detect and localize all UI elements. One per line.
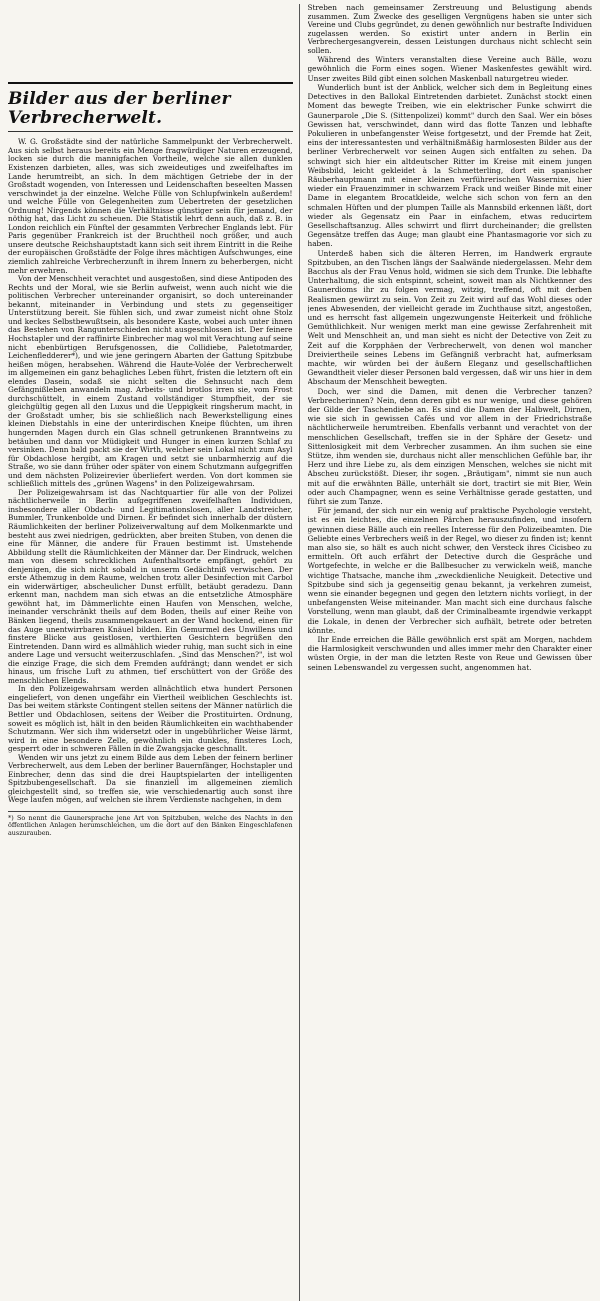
title-rule xyxy=(8,82,293,84)
paragraph: W. G. Großstädte sind der natürliche Sammelpunkt der Verbrecherwelt. Aus sich selbst heraus bereits ein Menge fragwürdiger Naturen erzeugend, locken sie durch die mannigfachen Vortheile, welche sie allen dunklen Existenzen darbieten, alles, was sich zweideutiges und zweifelhaftes im Lande herumtreibt, an sich. In dem mächtigen Getriebe der in der Großstadt wogenden, von Interessen und Leidenschaften beseelten Massen verschwindet ja der einzelne. Welche Fülle von Schlupfwinkeln außerdem! und welche Fülle von Gelegenheiten zum Uebertreten der gesetzlichen Ordnung! Nirgends können die Verhältnisse günstiger sein für jemand, der nöthig hat, das Licht zu scheuen. Die Statistik lehrt denn auch, daß z. B. in London reichlich ein Fünftel der gesammten Verbrecher Englands lebt. Für Paris gegenüber Frankreich ist der Bruchtheil noch größer, und auch unsere deutsche Reichshauptstadt kann sich seit ihrem Eintritt in die Reihe der europäischen Großstädte der Folge ihres mächtigen Aufschwunges, eine ziemlich zahlreiche Verbrecherzunft in ihrem Innern zu beherbergen, nicht mehr erwehren. xyxy=(8,137,293,275)
right-column-body xyxy=(308,4,593,672)
paragraph: Doch, wer sind die Damen, mit denen die Verbrecher tanzen? Verbrecherinnen? Nein, denn deren gibt es nur wenige, und diese gehören der Gilde der Taschendiebe an. Es sind die Damen der Halbwelt, Dirnen, wie sie sich in gewissen Cafés und vor allem in der Friedrichstraße nächtlicherweile herumtreiben. Ebenfalls verbannt und verachtet von der menschlichen Gesellschaft, treffen sie in der Sphäre der Gesetz- und Sittenlosigkeit mit dem Verbrecher zusammen. An ihm suchen sie eine Stütze, ihm wenden sie, durchaus nicht aller menschlichen Gefühle bar, ihr Herz und ihre Liebe zu, als dem einzigen Menschen, welches sie nicht mit Abscheu zurückstößt. Dieser, ihr sogen. „Bräutigam", nimmt sie nun auch mit auf die erwähnten Bälle, unterhält sie dort, tractirt sie mit Bier, Wein oder auch Champagner, wenn es seine Verhältnisse gerade gestatten, und führt sie zum Tanze. xyxy=(307,386,592,507)
left-column-body xyxy=(8,138,293,805)
paragraph: Unterdeß haben sich die älteren Herren, im Handwerk ergraute Spitzbuben, an den Tischen längs der Saalwände niedergelassen. Mehr dem Bacchus als der Frau Venus hold, widmen sie sich dem Trunke. Die lebhafte Unterhaltung, die sich entspinnt, scheint, soweit man als Nichtkenner des Gaunerdioms ihr zu folgen vermag, witzig, treffend, oft mit derben Realismen gewürzt zu sein. Von Zeit zu Zeit wird auf das Wohl dieses oder jenes Abwesenden, der vielleicht gerade im Zuchthause sitzt, angestoßen, und es herrscht fast allgemein ungezwungenste Heiterkeit und fröhliche Gemüthlichkeit. Nur wenigen merkt man eine gewisse Zerfahrenheit mit Welt und Menschheit an, und man sieht es nicht der Detective von Zeit zu Zeit auf die Korpphäen der Verbrecherwelt, von denen wol mancher Dreiviertheile seines Lebens im Gefängniß verbracht hat, aufmerksam machte, wir würden bei der äußern Eleganz und gesellschaftlichen Gewandtheit vieler dieser Personen bald vergessen, daß wir uns hier in dem Abschaum der Menschheit bewegten. xyxy=(307,248,592,387)
right-column xyxy=(308,4,593,1301)
paragraph: Wunderlich bunt ist der Anblick, welcher sich dem in Begleitung eines Detectives in den Ballokal Eintretenden darbietet. Zunächst stockt einen Moment das bewegte Treiben, wie ein elektrischer Funke schwirrt die Gaunerparole „Die S. (Sittenpolizei) kommt" durch den Saal. Wer ein böses Gewissen hat, verschwindet, dann wird das flotte Tanzen und lebhafte Pokulieren in unbefangenster Weise fortgesetzt, und der Fremde hat Zeit, eins der interessantesten und verhältnißmäßig harmlosesten Bilder aus der berliner Verbrecherwelt vor seinen Augen sich entfalten zu sehen. Da schwingt sich hier ein altdeutscher Ritter im Kreise mit einem jungen Weibsbild, leicht gekleidet à la Schmetterling, dort ein spanischer Räuberhauptmann mit einer kleinen verführerischen Wassernixe, hier wieder ein Frauenzimmer in schwarzem Frack und weißer Binde mit einer Dame in elegantem Brocatkleide, welche sich schon von fern an den schmalen Hüften und der plumpen Taille als Mannsbild erkennen läßt, dort wieder als Gegensatz ein Paar in einfachem, etwas reducirtem Gesellschaftsanzug. Alles schwirrt und flirrt durcheinander; die grellsten Gegensätze treffen das Auge; man glaubt eine Phantasmagorie vor sich zu haben. xyxy=(307,82,592,249)
paragraph: Für jemand, der sich nur ein wenig auf praktische Psychologie versteht, ist es ein leichtes, die einzelnen Pärchen herauszufinden, und insofern gewinnen diese Bälle auch ein reelles Interesse für den Polizeibeamten. Die Geliebte eines Verbrechers weiß in der Regel, wo dieser zu finden ist; kennt man also sie, so hält es auch nicht schwer, den Versteck ihres Cicisbeo zu ermitteln. Oft auch erfährt der Detective durch die Gespräche und Wortgefechte, in welche er die Ballbesucher zu verwickeln weiß, manche wichtige Thatsache, manche ihm „zweckdienliche Neuigkeit. Detective und Spitzbube sind sich ja gegenseitig genau bekannt, ja verkehren zumeist, wenn sie einander begegnen und gegen den letztern nichts vorliegt, in der unbefangensten Weise miteinander. Man macht sich eine durchaus falsche Vorstellung, wenn man glaubt, daß der Criminalbeamte irgendwie verkappt die Lokale, in denen der Verbrecher sich aufhält, betrete oder betreten könnte. xyxy=(307,506,592,635)
paragraph: Der Polizeigewahrsam ist das Nachtquartier für alle von der Polizei nächtlicherweile in Berlin aufgegriffenen zweifelhaften Individuen, insbesondere aller Obdach- und Legitimationslosen, aller Landstreicher, Bummler, Trunkenbolde und Dirnen. Er befindet sich innerhalb der düstern Räumlichkeiten der berliner Polizeiverwaltung auf dem Molkenmarkte und besteht aus zwei niedrigen, gedrückten, aber breiten Stuben, von denen die eine für Männer, die andere für Frauen bestimmt ist. Umstehende Abbildung stellt die Räumlichkeiten der Männer dar. Der Eindruck, welchen man von diesem schrecklichen Aufenthaltsorte empfängt, gehört zu denjenigen, die sich nicht sobald in unserm Gedächtniß verwischen. Der erste Athemzug in dem Raume, welchen trotz aller Desinfection mit Carbol ein widerwärtiger, abscheulicher Dunst erfüllt, betäubt geradezu. Dann erkennt man, nachdem man sich etwas an die entsetzliche Atmosphäre gewöhnt hat, im Dämmerlichte einen Haufen von Menschen, welche, ineinander verschränkt theils auf dem Boden, theils auf einer Reihe von Bänken liegend, theils zusammengekauert an der Wand hockend, einen für das Auge unentwirrbaren Knäuel bilden. Ein Gemurmel des Unwillens und finstere Blicke aus geistlosen, verthierten Gesichtern begrüßen den Eintretenden. Dann wird es allmählich wieder ruhig, man sucht sich in eine andere Lage und versucht weiterzuschlafen. „Sind das Menschen?", ist wol die einzige Frage, die sich dem Fremden aufdrängt; dann wendet er sich hinaus, um frische Luft zu athmen, tief erschüttert von der Größe des menschlichen Elends. xyxy=(8,487,293,685)
paragraph: In den Polizeigewahrsam werden allnächtlich etwa hundert Personen eingeliefert, von denen ungefähr ein Viertheil weiblichen Geschlechts ist. Das bei weitem stärkste Contingent stellen seitens der Männer natürlich die Bettler und Obdachlosen, seitens der Weiber die Prostituirten. Ordnung, soweit es möglich ist, hält in den beiden Räumlichkeiten ein wachthabender Schutzmann. Wer sich ihm widersetzt oder in ungebührlicher Weise lärmt, wird in eine besondere Zelle, gewöhnlich ein dunkles, finsteres Loch, gesperrt oder in schweren Fällen in die Zwangsjacke geschnallt. xyxy=(8,684,293,754)
paragraph: Wenden wir uns jetzt zu einem Bilde aus dem Leben der feinern berliner Verbrecherwelt, aus dem Leben der berliner Bauernfänger, Hochstapler und Einbrecher, denn das sind die drei Hauptspielarten der intelligenten Spitzbubengesellschaft. Da sie finanziell im allgemeinen ziemlich gleichgestellt sind, so treffen sie, wie verschiedenartig auch sonst ihre Wege laufen mögen, auf welchen sie ihrem Verdienste nachgehen, in dem xyxy=(8,752,293,805)
paragraph: Ihr Ende erreichen die Bälle gewöhnlich erst spät am Morgen, nachdem die Harmlosigkeit verschwunden und alles immer mehr den Charakter einer wüsten Orgie, in der man die letzten Reste von Reue und Gewissen über seinen Lebenswandel zu vergessen sucht, angenommen hat. xyxy=(307,635,592,672)
paragraph: Von der Menschheit verachtet und ausgestoßen, sind diese Antipoden des Rechts und der Moral, wie sie Berlin aufweist, wenn auch nicht wie die politischen Verbrecher untereinander organisirt, so doch untereinander bekannt, miteinander in Verbindung und stets zu gegenseitiger Unterstützung bereit. Sie fühlen sich, und zwar zumeist nicht ohne Stolz und keckes Selbstbewußtsein, als besondere Kaste, wobei auch unter ihnen das Bestehen von Rangunterschieden nicht ausgeschlossen ist. Der feinere Hochstapler und der raffinirte Einbrecher mag wol mit Verachtung auf seine nicht ebenbürtigen Berufsgenossen, die Collidiebe, Paletotmarder, Leichenfledderer*), und wie jene geringern Abarten der Gattung Spitzbube heißen mögen, herabsehen. Während die Haute-Volée der Verbrecherwelt im allgemeinen ein ganz behagliches Leben führt, fristen die letztern oft ein elendes Dasein, sodaß sie nicht selten die Sehnsucht nach dem Gefängnißleben anwandeln mag. Arbeits- und brotlos irren sie, vom Frost durchschüttelt, in einem Zustand vollständiger Stumpfheit, der sie gleichgültig gegen all den Luxus und die Ueppigkeit ringsherum macht, in der Großstadt umher, bis sie schließlich nach Bewerkstelligung eines kleinen Diebstahls in eine der unterirdischen Kneipe flüchten, um ihren hungernden Magen durch ein Glas schnell getrunkenen Branntweins zu betäuben und dann vor Müdigkeit und Hunger in einen kurzen Schlaf zu versinken. Denn bald packt sie der Wirth, welcher sein Lokal nicht zum Asyl für Obdachlose hergibt, am Kragen und setzt sie unbarmherzig auf die Straße, wo sie dann früher oder später von einem Schutzmann aufgegriffen und dem nächsten Polizeirevier überliefert werden. Von dort kommen sie schließlich mittels des „grünen Wagens" in den Polizeigewahrsam. xyxy=(8,274,293,489)
continued-paragraph: Streben nach gemeinsamer Zerstreuung und Belustigung abends zusammen. Zum Zwecke des geselligen Vergnügens haben sie unter sich Vereine und Clubs gegründet, zu denen gewöhnlich nur bestrafte Individuen zugelassen werden. So existirt unter andern in Berlin ein Verbrechergesangverein, dessen Leistungen durchaus nicht schlecht sein sollen. xyxy=(307,4,592,55)
paragraph: Während des Winters veranstalten diese Vereine auch Bälle, wozu gewöhnlich die Form eines sogen. Wiener Maskenfestes gewählt wird. Unser zweites Bild gibt einen solchen Maskenball naturgetreu wieder. xyxy=(307,55,592,83)
left-column xyxy=(8,4,300,1301)
footnote: *) So nennt die Gaunersprache jene Art von Spitzbuben, welche des Nachts in den öffentlichen Anlagen herumschleichen, um die dort auf den Bänken Eingeschlafenen auszurauben. xyxy=(8,811,293,837)
article-title: Bilder aus der berliner Verbrecherwelt. xyxy=(8,90,293,132)
